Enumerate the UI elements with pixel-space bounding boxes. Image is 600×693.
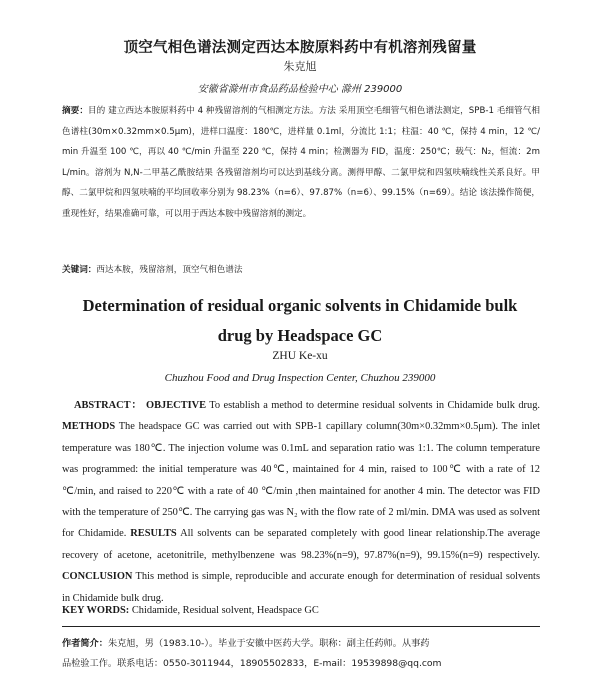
english-title-line-2: drug by Headspace GC [217,326,383,345]
methods-label: METHODS [62,421,116,433]
chinese-abstract-body: 目的 建立西达本胺原料药中 4 种残留溶剂的气相测定方法。方法 采用顶空毛细管气相色谱法测定，SPB-1 毛细管气相色谱柱(30m×0.32mm×0.5μm)，进样口温度：180℃，进样量 0.1ml，分流比 1:1；柱温：40 ℃，保持 4 min，12 ℃/min 升温至 100 ℃，再以 40 ℃/min 升温至 220 ℃，保持 4 min；检测器为 FID，温度：250℃；载气：N₂，恒流：2mL/min。溶剂为 N,N-二甲基乙酰胺结果 各残留溶剂均可以达到基线分离。测得甲醇、二氯甲烷和四氢呋喃线性关系良好。甲醇、二氯甲烷和四氢呋喃的平均回收率分别为 98.23%（n=6）、97.87%（n=6）、99.15%（n=69）。结论 该法操作简便，重现性好，结果准确可靠，可以用于西达本胺中残留溶剂的测定。 [62,106,540,219]
chinese-keywords-text: 西达本胺，残留溶剂，顶空气相色谱法 [96,265,243,275]
objective-text: To establish a method to determine residual solvents in Chidamide bulk drug. [206,400,540,411]
footnote-line-2: 品检验工作。联系电话：0550-3011944，18905502833，E-mail：19539898@qq.com [62,658,442,669]
footnote-line-1-text: 朱克旭，男（1983.10-）。毕业于安徽中医药大学。职称：副主任药师。从事药 [107,638,430,649]
author-footnote [62,634,540,674]
chinese-abstract [62,101,540,225]
footnote-divider [62,626,540,627]
english-title-line-1: Determination of residual organic solvents in Chidamide bulk [82,296,518,315]
english-abstract-label: ABSTRACT： [74,400,143,411]
results-text: All solvents can be separated completely with good linear relationship.The average recovery of acetone, acetonitrile, methylbenzene was 98.23%(n=9), 97.87%(n=9), 99.15%(n=9) respectively. [62,528,540,561]
english-author: ZHU Ke-xu [272,350,328,362]
conclusion-label: CONCLUSION [62,571,133,583]
chinese-abstract-label: 摘要： [62,106,89,116]
chinese-author: 朱克旭 [283,60,317,73]
english-keywords-label: KEY WORDS: [62,605,130,616]
footnote-label: 作者简介： [62,638,108,649]
conclusion-text: This method is simple, reproducible and accurate enough for determination of residual solvents in Chidamide bulk drug. [62,571,540,604]
english-affiliation: Chuzhou Food and Drug Inspection Center, Chuzhou 239000 [164,372,436,384]
english-keywords-text: Chidamide, Residual solvent, Headspace GC [129,605,319,616]
chinese-keywords [62,263,540,277]
chinese-affiliation: 安徽省滁州市食品药品检验中心 滁州 239000 [197,84,403,95]
footnote-line-1 [62,634,540,654]
chinese-keywords-label: 关键词： [62,265,97,275]
chinese-title: 顶空气相色谱法测定西达本胺原料药中有机溶剂残留量 [123,40,477,56]
english-abstract [62,395,540,609]
objective-label: OBJECTIVE [146,400,207,411]
methods-text: The headspace GC was carried out with SPB-1 capillary column(30m×0.32mm×0.5μm). The inlet temperature was 180℃. The injection volume was 0.1mL and separation ratio was 1:1. The column temperature was programmed: the initial temperature was 40℃, maintained for 4 min, raised to 100℃ with a rate of 12 ℃/min, and raised to 220℃ with a rate of 40 ℃/min ,then maintained for another 4 min. The detector was FID with the temperature of 250℃. The carrying gas was N₂ with the flow rate of 2 ml/min. DMA was used as solvent for Chidamide. [62,421,540,540]
results-label: RESULTS [130,528,177,540]
english-keywords [62,604,540,618]
